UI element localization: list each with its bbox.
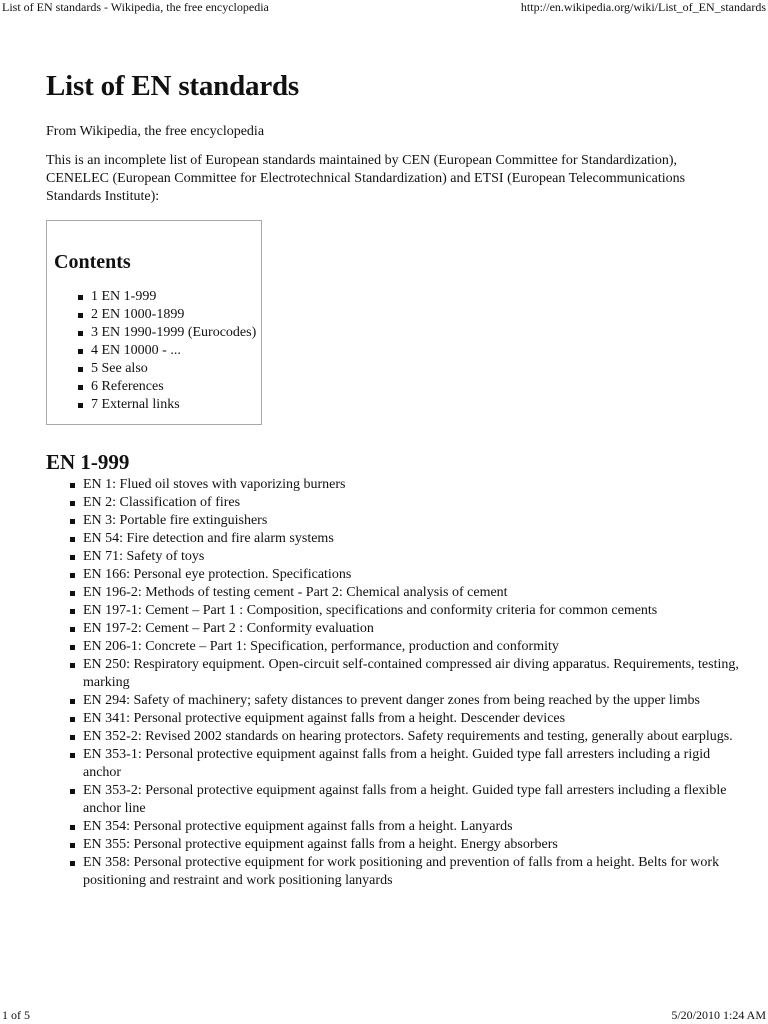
list-item (83, 710, 743, 728)
list-item-text: EN 3: Portable fire extinguishers (83, 513, 268, 528)
list-item (83, 494, 743, 512)
article-content (46, 64, 739, 890)
print-footer (0, 1008, 768, 1024)
bullet-icon (70, 825, 75, 830)
bullet-icon (78, 403, 83, 408)
list-item (83, 782, 743, 818)
bullet-icon (70, 573, 75, 578)
bullet-icon (70, 843, 75, 848)
bullet-icon (70, 609, 75, 614)
bullet-icon (70, 735, 75, 740)
intro-paragraph: This is an incomplete list of European standards maintained by CEN (European Committee for Standardization), CENELEC (European Committee for Electrotechnical Standardization) and ETSI (European Telecommunications Standards Institute): (46, 153, 686, 204)
bullet-icon (70, 627, 75, 632)
toc-item[interactable] (91, 396, 261, 414)
toc-item-text: 7 External links (91, 397, 180, 412)
list-item-text: EN 250: Respiratory equipment. Open-circuit self-contained compressed air diving apparatus. Requirements, testing, marking (83, 657, 739, 690)
list-item-text: EN 54: Fire detection and fire alarm systems (83, 531, 334, 546)
list-item-text: EN 196-2: Methods of testing cement - Part 2: Chemical analysis of cement (83, 585, 508, 600)
list-item (83, 746, 743, 782)
list-item-text: EN 1: Flued oil stoves with vaporizing burners (83, 477, 346, 492)
bullet-icon (70, 501, 75, 506)
toc-item[interactable] (91, 378, 261, 396)
bullet-icon (70, 555, 75, 560)
list-item-text: EN 197-1: Cement – Part 1 : Composition, specifications and conformity criteria for common cements (83, 603, 658, 618)
toc-item[interactable] (91, 360, 261, 378)
list-item (83, 530, 743, 548)
print-footer-page: 1 of 5 (2, 1008, 30, 1022)
bullet-icon (78, 385, 83, 390)
list-item-text: EN 71: Safety of toys (83, 549, 205, 564)
bullet-icon (78, 349, 83, 354)
toc-item[interactable] (91, 288, 261, 306)
list-item-text: EN 358: Personal protective equipment for work positioning and prevention of falls from a height. Belts for work positioning and restraint and work positioning lanyards (83, 855, 720, 888)
bullet-icon (70, 645, 75, 650)
list-item-text: EN 166: Personal eye protection. Specifications (83, 567, 352, 582)
page-title: List of EN standards (46, 70, 300, 102)
print-footer-datetime: 5/20/2010 1:24 AM (671, 1008, 766, 1022)
list-item (83, 638, 743, 656)
list-item (83, 602, 743, 620)
bullet-icon (78, 331, 83, 336)
list-item (83, 476, 743, 494)
toc-item-text: 2 EN 1000-1899 (91, 307, 185, 322)
site-subtitle: From Wikipedia, the free encyclopedia (46, 124, 265, 139)
list-item (83, 512, 743, 530)
list-item-text: EN 294: Safety of machinery; safety distances to prevent danger zones from being reached by the upper limbs (83, 693, 700, 708)
standards-list (83, 476, 743, 890)
print-header (0, 0, 768, 16)
list-item-text: EN 2: Classification of fires (83, 495, 241, 510)
list-item-text: EN 353-1: Personal protective equipment against falls from a height. Guided type fall arresters including a rigid anchor (83, 747, 711, 780)
list-item (83, 854, 743, 890)
toc-item-text: 6 References (91, 379, 164, 394)
bullet-icon (78, 367, 83, 372)
toc-item[interactable] (91, 306, 261, 324)
print-header-url: http://en.wikipedia.org/wiki/List_of_EN_standards (520, 0, 766, 14)
toc-item-text: 3 EN 1990-1999 (Eurocodes) (91, 325, 257, 340)
list-item-text: EN 352-2: Revised 2002 standards on hearing protectors. Safety requirements and testing, generally about earplugs. (83, 729, 733, 744)
toc-list (91, 288, 261, 414)
bullet-icon (78, 295, 83, 300)
list-item (83, 692, 743, 710)
list-item-text: EN 354: Personal protective equipment against falls from a height. Lanyards (83, 819, 513, 834)
list-item-text: EN 353-2: Personal protective equipment against falls from a height. Guided type fall arresters including a flexible anchor line (83, 783, 727, 816)
list-item (83, 728, 743, 746)
bullet-icon (70, 717, 75, 722)
list-item-text: EN 341: Personal protective equipment against falls from a height. Descender devices (83, 711, 566, 726)
bullet-icon (70, 861, 75, 866)
bullet-icon (70, 519, 75, 524)
bullet-icon (70, 789, 75, 794)
list-item (83, 566, 743, 584)
list-item (83, 656, 743, 692)
section-heading: EN 1-999 (46, 450, 130, 474)
toc-title: Contents (54, 251, 131, 273)
bullet-icon (70, 663, 75, 668)
list-item (83, 818, 743, 836)
list-item (83, 548, 743, 566)
list-item-text: EN 197-2: Cement – Part 2 : Conformity evaluation (83, 621, 374, 636)
bullet-icon (70, 537, 75, 542)
list-item-text: EN 206-1: Concrete – Part 1: Specification, performance, production and conformity (83, 639, 559, 654)
bullet-icon (70, 753, 75, 758)
toc-item-text: 5 See also (91, 361, 148, 376)
print-header-title: List of EN standards - Wikipedia, the free encyclopedia (2, 0, 269, 14)
bullet-icon (70, 483, 75, 488)
list-item (83, 620, 743, 638)
toc-item-text: 4 EN 10000 - ... (91, 343, 181, 358)
list-item (83, 584, 743, 602)
toc-item[interactable] (91, 342, 261, 360)
bullet-icon (70, 591, 75, 596)
toc-item[interactable] (91, 324, 261, 342)
bullet-icon (78, 313, 83, 318)
list-item-text: EN 355: Personal protective equipment against falls from a height. Energy absorbers (83, 837, 558, 852)
list-item (83, 836, 743, 854)
bullet-icon (70, 699, 75, 704)
table-of-contents (46, 220, 262, 425)
toc-item-text: 1 EN 1-999 (91, 289, 157, 304)
